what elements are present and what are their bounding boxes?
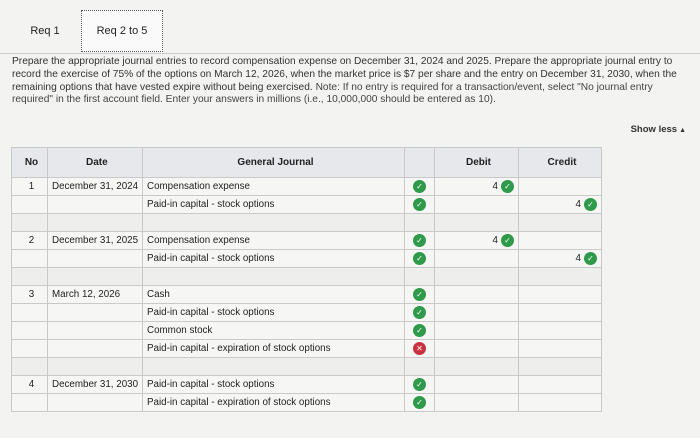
spacer-cell [405,358,435,376]
check-icon: ✓ [413,252,426,265]
account-status-cell [405,304,435,322]
check-icon: ✓ [413,180,426,193]
entry-number [12,322,48,340]
spacer-cell [143,358,405,376]
credit-input[interactable] [519,178,602,196]
account-status-cell [405,286,435,304]
instructions-text: Prepare the appropriate journal entries to record compensation expense on December 31, 2024 and 2025. Prepare the appropriate journal entry to record the exercise of 75% of the options on March 12, 2026, when the market price is $7 per share and the entry on December 31, 2030, when the remaining options that have vested expire without being exercised. [12,56,677,93]
credit-amount: 4 [575,253,581,264]
entry-number [12,196,48,214]
spacer-cell [12,358,48,376]
debit-input[interactable] [435,376,519,394]
instructions-note: Note: If no entry is required for a transaction/event, select "No journal entry required" in the first account field. Enter your answers in millions (i.e., 10,000,000 should be entered as 10). [12,81,653,106]
account-status-cell [405,376,435,394]
requirement-tabs [12,10,166,54]
tab-panel-divider [0,53,700,54]
journal-line-row [12,178,602,196]
entry-number: 1 [12,178,48,196]
col-header-general-journal: General Journal [143,148,405,178]
journal-line-row [12,304,602,322]
debit-input[interactable] [435,340,519,358]
credit-input[interactable] [519,340,602,358]
check-icon: ✓ [413,378,426,391]
journal-line-row [12,196,602,214]
entry-number: 4 [12,376,48,394]
entry-spacer-row [12,214,602,232]
spacer-cell [435,358,519,376]
col-header-date: Date [48,148,143,178]
check-icon: ✓ [413,396,426,409]
credit-amount: 4 [575,199,581,210]
check-icon: ✓ [584,252,597,265]
spacer-cell [519,358,602,376]
account-select[interactable]: Cash [143,286,405,304]
account-status-cell [405,394,435,412]
entry-date [48,304,143,322]
debit-amount: 4 [492,181,498,192]
entry-number: 2 [12,232,48,250]
credit-input[interactable] [519,322,602,340]
check-icon: ✓ [501,234,514,247]
check-icon: ✓ [413,198,426,211]
entry-spacer-row [12,358,602,376]
debit-input[interactable] [435,286,519,304]
entry-date [48,340,143,358]
entry-date: March 12, 2026 [48,286,143,304]
debit-input[interactable] [435,196,519,214]
account-select[interactable]: Common stock [143,322,405,340]
check-icon: ✓ [413,324,426,337]
general-journal-table [11,147,602,412]
instructions [12,56,688,107]
triangle-up-icon: ▲ [679,127,686,134]
debit-input[interactable] [435,394,519,412]
table-header-row [12,148,602,178]
check-icon: ✓ [413,288,426,301]
tab-req-1[interactable]: Req 1 [12,10,78,52]
spacer-cell [48,358,143,376]
entry-date [48,196,143,214]
journal-line-row [12,322,602,340]
entry-date: December 31, 2024 [48,178,143,196]
spacer-cell [405,214,435,232]
account-status-cell [405,340,435,358]
debit-input[interactable] [435,322,519,340]
tab-req-2-to-5[interactable]: Req 2 to 5 [81,10,163,52]
show-less-label: Show less [630,124,678,135]
credit-input[interactable] [519,286,602,304]
entry-date [48,394,143,412]
debit-input[interactable] [435,250,519,268]
col-header-status [405,148,435,178]
entry-spacer-row [12,268,602,286]
account-status-cell [405,178,435,196]
check-icon: ✓ [413,306,426,319]
spacer-cell [48,214,143,232]
debit-input[interactable] [435,304,519,322]
entry-date: December 31, 2030 [48,376,143,394]
journal-body [12,178,602,412]
account-select[interactable]: Paid-in capital - expiration of stock options [143,394,405,412]
entry-date: December 31, 2025 [48,232,143,250]
entry-date [48,322,143,340]
spacer-cell [143,214,405,232]
entry-number [12,394,48,412]
col-header-credit: Credit [519,148,602,178]
credit-input[interactable] [519,304,602,322]
journal-line-row [12,376,602,394]
account-status-cell [405,196,435,214]
col-header-no: No [12,148,48,178]
entry-number [12,304,48,322]
spacer-cell [143,268,405,286]
credit-input[interactable] [519,250,602,268]
account-select[interactable]: Paid-in capital - stock options [143,250,405,268]
credit-input[interactable] [519,394,602,412]
debit-input[interactable] [435,232,519,250]
incorrect-icon: ✕ [413,342,426,355]
account-status-cell [405,232,435,250]
account-status-cell [405,250,435,268]
spacer-cell [435,214,519,232]
account-select[interactable]: Compensation expense [143,232,405,250]
entry-date [48,250,143,268]
journal-line-row [12,232,602,250]
col-header-debit: Debit [435,148,519,178]
entry-number [12,250,48,268]
spacer-cell [519,268,602,286]
spacer-cell [12,214,48,232]
spacer-cell [435,268,519,286]
show-less-link[interactable] [631,124,686,135]
credit-input[interactable] [519,196,602,214]
entry-number: 3 [12,286,48,304]
account-select[interactable]: Compensation expense [143,178,405,196]
entry-number [12,340,48,358]
account-select[interactable]: Paid-in capital - stock options [143,304,405,322]
debit-amount: 4 [492,235,498,246]
journal-line-row [12,250,602,268]
check-icon: ✓ [501,180,514,193]
account-status-cell [405,322,435,340]
credit-input[interactable] [519,376,602,394]
account-select[interactable]: Paid-in capital - stock options [143,196,405,214]
journal-line-row [12,286,602,304]
credit-input[interactable] [519,232,602,250]
journal-line-row [12,394,602,412]
spacer-cell [48,268,143,286]
check-icon: ✓ [413,234,426,247]
check-icon: ✓ [584,198,597,211]
spacer-cell [519,214,602,232]
account-select[interactable]: Paid-in capital - expiration of stock options [143,340,405,358]
debit-input[interactable] [435,178,519,196]
spacer-cell [12,268,48,286]
journal-line-row [12,340,602,358]
spacer-cell [405,268,435,286]
account-select[interactable]: Paid-in capital - stock options [143,376,405,394]
